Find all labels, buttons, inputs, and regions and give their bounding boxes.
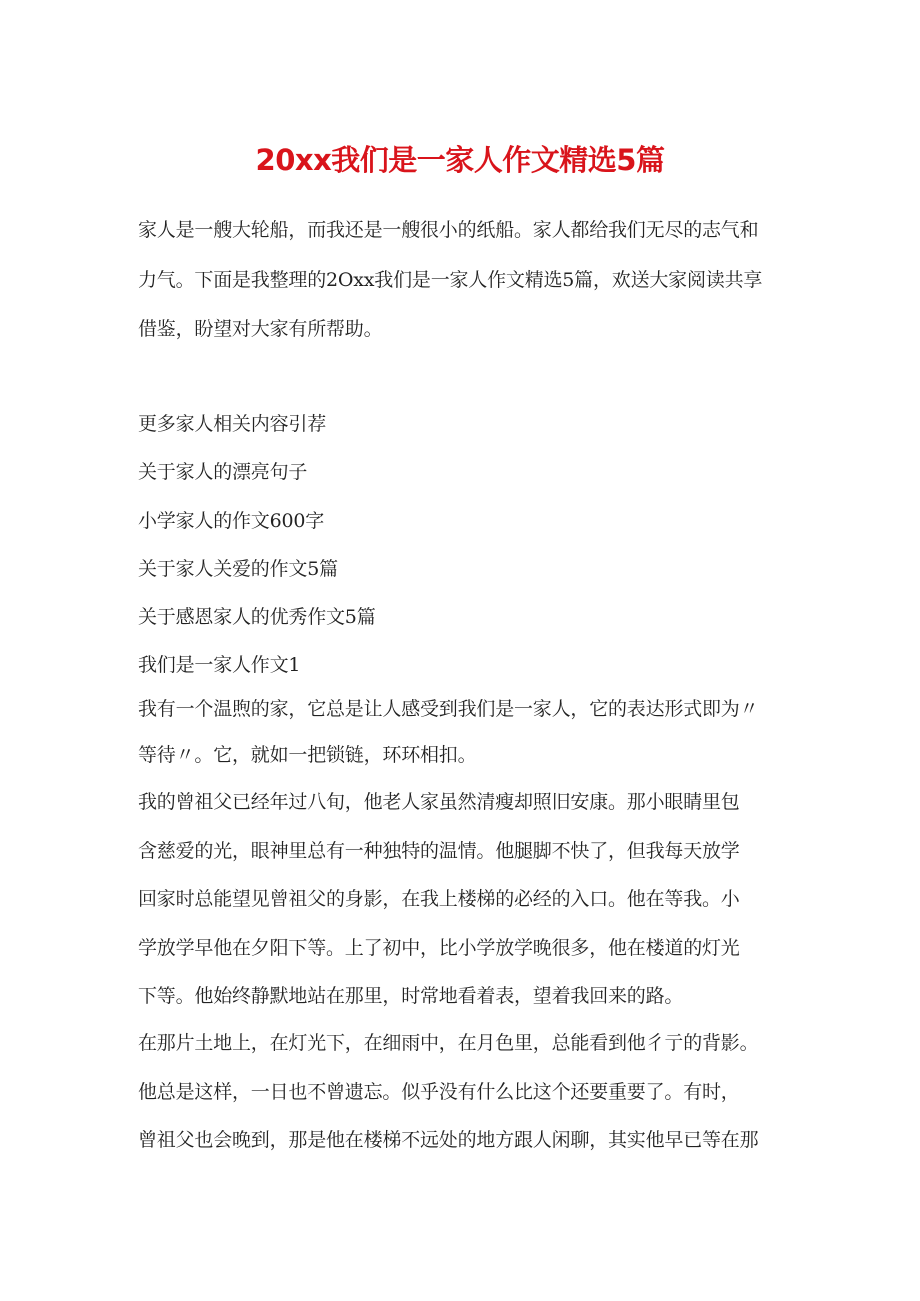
related-heading: 更多家人相关内容引荐: [138, 413, 327, 435]
intro-line-2: 力气。下面是我整理的2Oxx我们是一家人作文精选5篇，欢送大家阅读共享: [138, 269, 763, 291]
essay-line: 曾祖父也会晚到，那是他在楼梯不远处的地方跟人闲聊，其实他早已等在那: [138, 1129, 759, 1151]
essay-line: 含慈爱的光，眼神里总有一种独特的温情。他腿脚不快了，但我每天放学: [138, 840, 740, 862]
essay-line: 他总是这样，一日也不曾遗忘。似乎没有什么比这个还要重要了。有时，: [138, 1081, 740, 1103]
page-title: 20xx我们是一家人作文精选5篇: [255, 143, 665, 177]
essay-line: 我有一个温煦的家，它总是让人感受到我们是一家人，它的表达形式即为〃: [138, 698, 759, 720]
essay-line: 学放学早他在夕阳下等。上了初中，比小学放学晚很多，他在楼道的灯光: [138, 937, 740, 959]
related-link-3[interactable]: 关于家人关爱的作文5篇: [138, 558, 338, 580]
related-link-4[interactable]: 关于感恩家人的优秀作文5篇: [138, 606, 376, 628]
essay-line: 我的曾祖父已经年过八旬，他老人家虽然清瘦却照旧安康。那小眼睛里包: [138, 791, 740, 813]
essay-line: 等待〃。它，就如一把锁链，环环相扣。: [138, 744, 477, 766]
essay-line: 下等。他始终静默地站在那里，时常地看着表，望着我回来的路。: [138, 985, 684, 1007]
related-link-2[interactable]: 小学家人的作文600字: [138, 510, 325, 532]
intro-line-3: 借鉴，盼望对大家有所帮助。: [138, 318, 383, 340]
essay-line: 回家时总能望见曾祖父的身影，在我上楼梯的必经的入口。他在等我。小: [138, 888, 740, 910]
essay-line: 在那片土地上，在灯光下，在细雨中，在月色里，总能看到他彳亍的背影。: [138, 1032, 759, 1054]
essay-heading: 我们是一家人作文1: [138, 654, 301, 676]
intro-line-1: 家人是一艘大轮船，而我还是一艘很小的纸船。家人都给我们无尽的志气和: [138, 219, 759, 241]
related-link-1[interactable]: 关于家人的漂亮句子: [138, 461, 308, 483]
